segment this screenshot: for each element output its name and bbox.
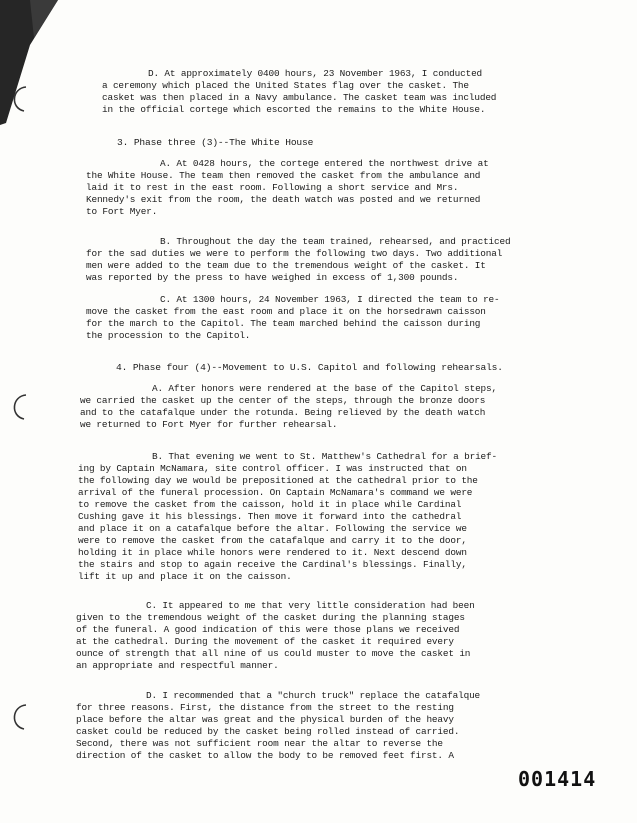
text-line: arrival of the funeral procession. On Captain McNamara's command we were: [78, 487, 473, 498]
text-line: were to remove the casket from the catafalque and carry it to the door,: [78, 535, 467, 546]
text-line: D. At approximately 0400 hours, 23 November 1963, I conducted: [148, 68, 483, 79]
text-line: the procession to the Capitol.: [86, 330, 251, 341]
text-line: to remove the casket from the caisson, hold it in place while Cardinal: [78, 499, 462, 510]
text-line: casket could be reduced by the casket being rolled instead of carried.: [76, 726, 460, 737]
text-line: D. I recommended that a "church truck" replace the catafalque: [146, 690, 481, 701]
text-line: A. After honors were rendered at the base of the Capitol steps,: [152, 383, 497, 394]
text-line: and to the catafalque under the rotunda. Being relieved by the death watch: [80, 407, 486, 418]
text-line: was reported by the press to have weighed in excess of 1,300 pounds.: [86, 272, 459, 283]
text-line: of the funeral. A good indication of this were those plans we received: [76, 624, 460, 635]
text-line: ounce of strength that all nine of us could muster to move the casket in: [76, 648, 471, 659]
text-line: given to the tremendous weight of the casket during the planning stages: [76, 612, 465, 623]
hole-punch-mark: [6, 702, 28, 732]
text-line: Kennedy's exit from the room, the death watch was posted and we returned: [86, 194, 481, 205]
text-line: a ceremony which placed the United States flag over the casket. The: [102, 80, 469, 91]
text-line: and place it on a catafalque before the altar. Following the service we: [78, 523, 467, 534]
hole-punch-mark: [6, 392, 28, 422]
text-line: we returned to Fort Myer for further rehearsal.: [80, 419, 338, 430]
text-line: direction of the casket to allow the body to be removed feet first. A: [76, 750, 454, 761]
text-line: C. At 1300 hours, 24 November 1963, I directed the team to re-: [160, 294, 500, 305]
text-line: for the march to the Capitol. The team marched behind the caisson during: [86, 318, 481, 329]
text-line: the following day we would be prepositioned at the cathedral prior to the: [78, 475, 478, 486]
text-line: place before the altar was great and the physical burden of the heavy: [76, 714, 454, 725]
document-number-stamp: 001414: [518, 767, 597, 791]
hole-punch-mark: [6, 84, 28, 114]
text-line: the White House. The team then removed the casket from the ambulance and: [86, 170, 481, 181]
section-heading: 3. Phase three (3)--The White House: [117, 137, 314, 148]
text-line: holding it in place while honors were rendered to it. Next descend down: [78, 547, 467, 558]
text-line: to Fort Myer.: [86, 206, 158, 217]
text-line: A. At 0428 hours, the cortege entered the northwest drive at: [160, 158, 489, 169]
text-line: laid it to rest in the east room. Following a short service and Mrs.: [86, 182, 459, 193]
text-line: Second, there was not sufficient room near the altar to reverse the: [76, 738, 443, 749]
text-line: C. It appeared to me that very little consideration had been: [146, 600, 475, 611]
text-line: in the official cortege which escorted the remains to the White House.: [102, 104, 486, 115]
text-line: at the cathedral. During the movement of the casket it required every: [76, 636, 454, 647]
text-line: move the casket from the east room and place it on the horsedrawn caisson: [86, 306, 486, 317]
text-line: the stairs and stop to again receive the Cardinal's blessings. Finally,: [78, 559, 467, 570]
text-line: for three reasons. First, the distance from the street to the resting: [76, 702, 454, 713]
text-line: men were added to the team due to the tremendous weight of the casket. It: [86, 260, 486, 271]
text-line: B. Throughout the day the team trained, rehearsed, and practiced: [160, 236, 511, 247]
text-line: we carried the casket up the center of the steps, through the bronze doors: [80, 395, 486, 406]
text-line: for the sad duties we were to perform the following two days. Two additional: [86, 248, 503, 259]
text-line: Cushing gave it his blessings. Then move it forward into the cathedral: [78, 511, 462, 522]
text-line: an appropriate and respectful manner.: [76, 660, 279, 671]
section-heading: 4. Phase four (4)--Movement to U.S. Capitol and following rehearsals.: [116, 362, 503, 373]
text-line: ing by Captain McNamara, site control officer. I was instructed that on: [78, 463, 467, 474]
text-line: B. That evening we went to St. Matthew's Cathedral for a brief-: [152, 451, 497, 462]
text-line: lift it up and place it on the caisson.: [78, 571, 292, 582]
text-line: casket was then placed in a Navy ambulance. The casket team was included: [102, 92, 497, 103]
